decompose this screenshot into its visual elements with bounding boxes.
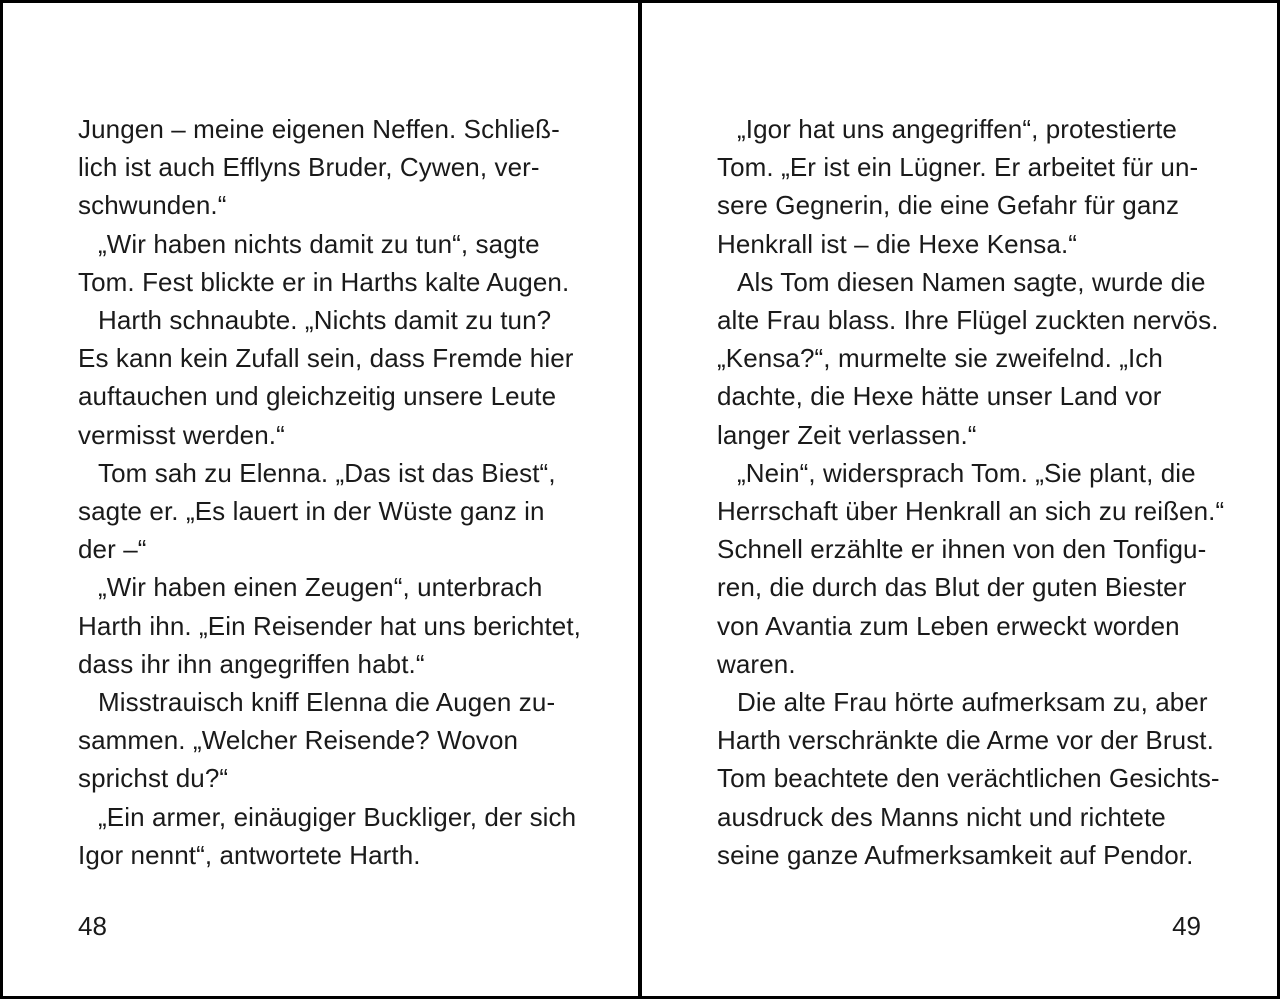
paragraph	[717, 683, 1224, 874]
text-line: Henkrall ist – die Hexe Kensa.“	[717, 228, 1078, 259]
text-line: Als Tom diesen Namen sagte, wurde die	[737, 266, 1206, 297]
page-left-text	[78, 110, 581, 874]
paragraph	[78, 568, 581, 683]
text-line: vermisst werden.“	[78, 419, 285, 450]
text-line: Jungen – meine eigenen Neffen. Schließ-	[78, 114, 560, 144]
text-line: ren, die durch das Blut der guten Biester	[717, 572, 1187, 603]
text-line: Tom sah zu Elenna. „Das ist das Biest“,	[98, 457, 556, 488]
text-line: „Wir haben nichts damit zu tun“, sagte	[98, 228, 540, 259]
page-right-text	[717, 110, 1224, 874]
paragraph	[78, 225, 581, 301]
text-line: Tom beachtete den verächtlichen Gesichts-	[717, 763, 1220, 794]
text-line: Harth verschränkte die Arme vor der Brust.	[717, 725, 1214, 756]
paragraph	[78, 110, 581, 225]
text-line: Tom. Fest blickte er in Harths kalte Augen.	[78, 266, 570, 297]
text-line: Igor nennt“, antwortete Harth.	[78, 839, 421, 870]
text-line: „Igor hat uns angegriffen“, protestierte	[737, 114, 1177, 144]
text-line: seine ganze Aufmerksamkeit auf Pendor.	[717, 839, 1194, 870]
paragraph	[78, 798, 581, 874]
text-line: Harth schnaubte. „Nichts damit zu tun?	[98, 305, 552, 336]
text-line: Es kann kein Zufall sein, dass Fremde hier	[78, 343, 574, 374]
text-line: sere Gegnerin, die eine Gefahr für ganz	[717, 190, 1180, 221]
text-line: „Nein“, widersprach Tom. „Sie plant, die	[737, 457, 1196, 488]
text-line: langer Zeit verlassen.“	[717, 419, 977, 450]
paragraph	[717, 110, 1224, 263]
page-number-right: 49	[1172, 911, 1201, 941]
text-line: auftauchen und gleichzeitig unsere Leute	[78, 381, 557, 412]
text-line: sprichst du?“	[78, 763, 229, 794]
page-left	[3, 3, 638, 996]
text-line: ausdruck des Manns nicht und richtete	[717, 801, 1166, 832]
text-line: sammen. „Welcher Reisende? Wovon	[78, 725, 519, 756]
text-line: von Avantia zum Leben erweckt worden	[717, 610, 1180, 641]
paragraph	[78, 454, 581, 569]
text-line: dass ihr ihn angegriffen habt.“	[78, 648, 425, 679]
text-line: Schnell erzählte er ihnen von den Tonfigu-	[717, 534, 1207, 565]
text-line: dachte, die Hexe hätte unser Land vor	[717, 381, 1162, 412]
text-line: Tom. „Er ist ein Lügner. Er arbeitet für un-	[717, 152, 1199, 183]
text-line: Die alte Frau hörte aufmerksam zu, aber	[737, 687, 1208, 718]
text-line: Misstrauisch kniff Elenna die Augen zu-	[98, 687, 556, 718]
text-line: Herrschaft über Henkrall an sich zu reißen.“	[717, 496, 1225, 527]
text-line: alte Frau blass. Ihre Flügel zuckten nervös.	[717, 305, 1219, 336]
paragraph	[717, 454, 1224, 683]
text-line: waren.	[717, 648, 796, 679]
page-right	[642, 3, 1277, 996]
paragraph	[78, 683, 581, 798]
text-line: schwunden.“	[78, 190, 227, 221]
text-line: sagte er. „Es lauert in der Wüste ganz in	[78, 496, 545, 527]
text-line: „Wir haben einen Zeugen“, unterbrach	[98, 572, 543, 603]
paragraph	[717, 263, 1224, 454]
text-line: „Ein armer, einäugiger Buckliger, der sich	[98, 801, 577, 832]
page-number-left: 48	[78, 911, 107, 941]
text-line: „Kensa?“, murmelte sie zweifelnd. „Ich	[717, 343, 1163, 374]
text-line: der –“	[78, 534, 147, 565]
text-line: Harth ihn. „Ein Reisender hat uns berichtet,	[78, 610, 581, 641]
text-line: lich ist auch Efflyns Bruder, Cywen, ver-	[78, 152, 540, 183]
paragraph	[78, 301, 581, 454]
